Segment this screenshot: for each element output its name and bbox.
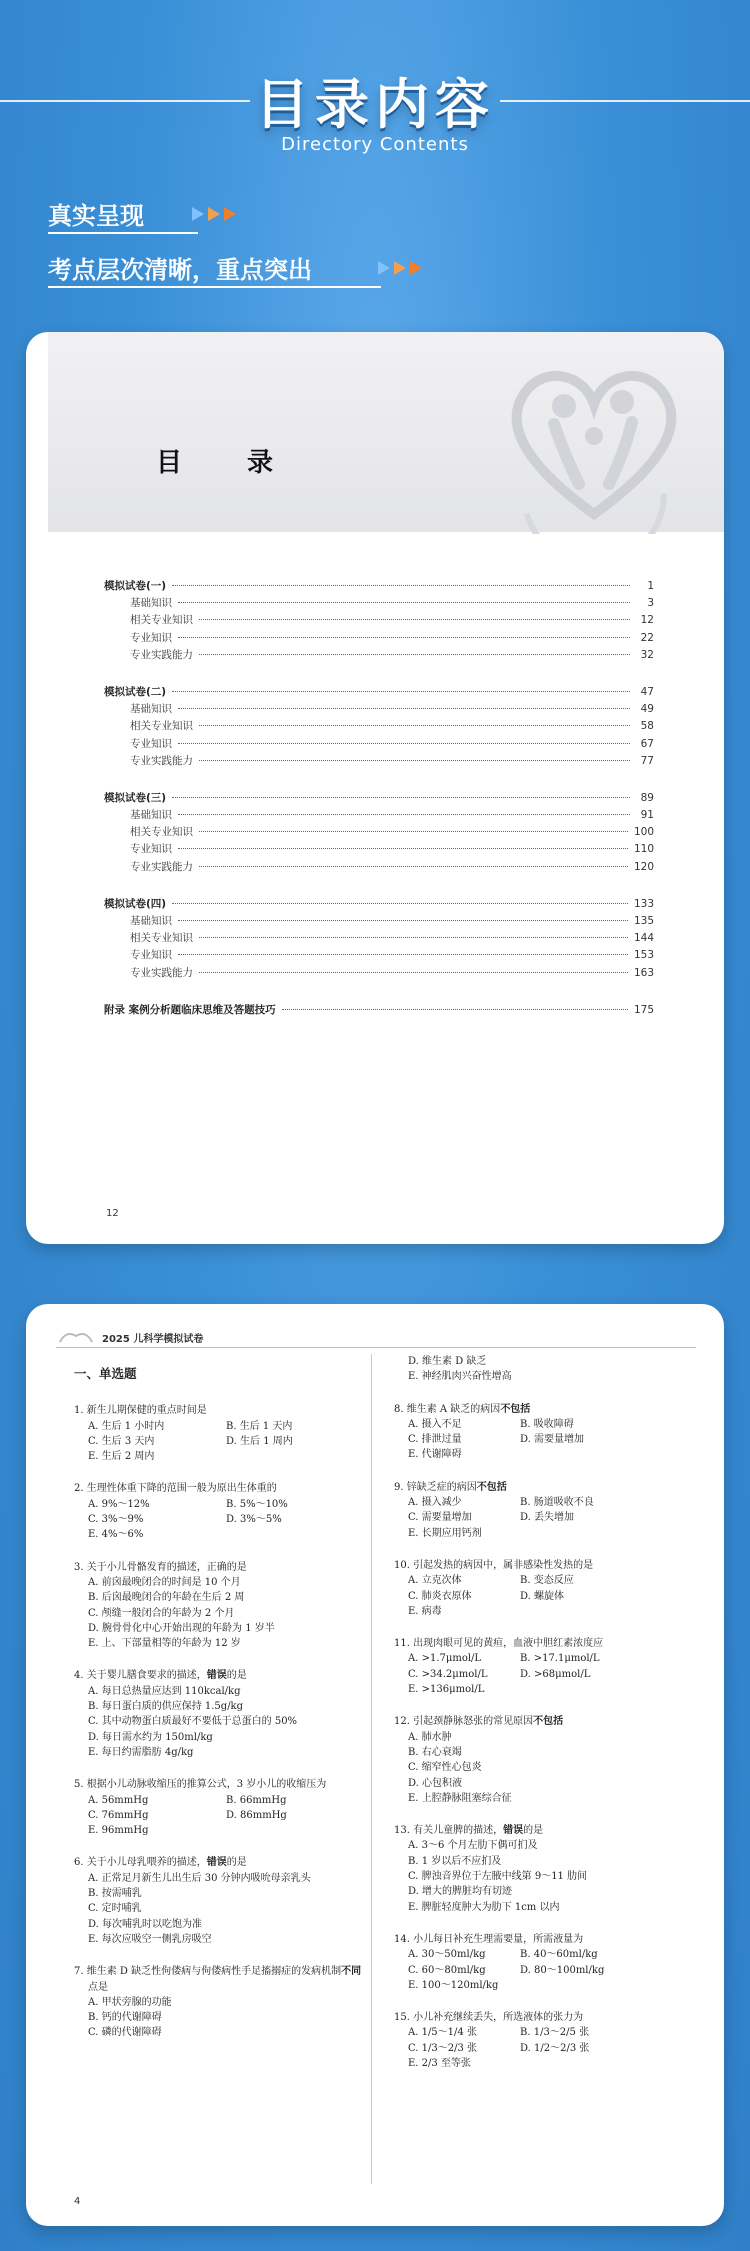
question-options xyxy=(74,1871,364,1947)
question-option: D. >68μmol/L xyxy=(520,1668,591,1680)
toc-entry-page: 175 xyxy=(633,1003,654,1016)
toc-leader-dots xyxy=(178,814,630,815)
toc-card xyxy=(26,332,724,1244)
question-emphasis: 错误 xyxy=(206,1670,227,1682)
toc-subentry xyxy=(104,630,654,647)
question-stem: 8. 维生素 A 缺乏的病因不包括 xyxy=(394,1403,531,1415)
question-option: C. 1/3～2/3 张 xyxy=(408,2042,478,2054)
question-option: C. 缩窄性心包炎 xyxy=(408,1762,482,1774)
hero-subtitle: Directory Contents xyxy=(281,134,469,155)
hero-title: 目录内容 xyxy=(255,73,495,136)
question xyxy=(74,1403,364,1464)
tagline-1: 真实呈现 xyxy=(48,202,144,230)
question-option: C. >34.2μmol/L xyxy=(408,1668,488,1680)
toc-section-entry xyxy=(104,684,654,701)
question-options xyxy=(74,1793,364,1839)
question-option: B. 40～60ml/kg xyxy=(520,1949,598,1961)
toc-subentry xyxy=(104,701,654,718)
question-option: E. 神经肌肉兴奋性增高 xyxy=(408,1371,512,1383)
question-option: D. 螺旋体 xyxy=(520,1590,565,1602)
toc-entry-page: 163 xyxy=(633,966,654,979)
toc-subentry xyxy=(104,647,654,664)
question xyxy=(74,1855,364,1947)
question xyxy=(394,1354,684,1385)
question-option: B. 5%～10% xyxy=(226,1498,288,1510)
arrow-icon xyxy=(192,207,204,221)
question-option: E. 4%～6% xyxy=(88,1529,144,1541)
arrow-icon xyxy=(224,207,236,221)
arrow-icon xyxy=(378,261,390,275)
toc-entry-page: 67 xyxy=(640,737,654,750)
question-option: B. 变态反应 xyxy=(520,1575,574,1587)
toc-banner xyxy=(48,332,724,532)
arrow-icon xyxy=(394,261,406,275)
toc-group xyxy=(104,578,654,664)
question-option: D. 腕骨骨化中心开始出现的年龄为 1 岁半 xyxy=(88,1622,275,1634)
toc-leader-dots xyxy=(199,619,630,620)
question-option: D. 每次哺乳时以吃饱为准 xyxy=(88,1918,203,1930)
question-emphasis: 错误 xyxy=(206,1857,227,1869)
arrow-icon xyxy=(410,261,422,275)
question-emphasis: 不包括 xyxy=(533,1716,564,1728)
question-option: D. 需要量增加 xyxy=(520,1434,585,1446)
question-option: D. 维生素 D 缺乏 xyxy=(408,1356,487,1367)
page-number: 12 xyxy=(106,1208,119,1219)
toc-entry-page: 153 xyxy=(633,949,654,962)
question-option: E. 每次应吸空一侧乳房吸空 xyxy=(88,1933,212,1945)
toc-leader-dots xyxy=(199,866,628,867)
question-option: D. 心包积液 xyxy=(408,1777,463,1789)
question-option: C. 排泄过量 xyxy=(408,1434,462,1446)
toc-leader-dots xyxy=(199,831,628,832)
question xyxy=(394,1558,684,1619)
question-stem: 2. 生理性体重下降的范围一般为原出生体重的 xyxy=(74,1483,277,1495)
question-option: D. 3%～5% xyxy=(226,1514,282,1526)
question-option: A. 1/5～1/4 张 xyxy=(408,2027,477,2039)
toc-entry-label: 相关专业知识 xyxy=(130,720,193,733)
toc-section-entry xyxy=(104,1002,654,1019)
arrow-icons-1 xyxy=(192,207,236,221)
question-stem: 13. 有关儿童脾的描述，错误的是 xyxy=(394,1825,544,1837)
question xyxy=(394,1402,684,1463)
toc-entry-page: 133 xyxy=(633,897,654,910)
toc-leader-dots xyxy=(172,691,630,692)
toc-subentry xyxy=(104,807,654,824)
toc-section-entry xyxy=(104,790,654,807)
toc-subentry xyxy=(104,841,654,858)
question-emphasis: 不包括 xyxy=(476,1481,507,1493)
toc-entry-page: 3 xyxy=(647,597,654,610)
tagline-1-underline xyxy=(48,232,198,234)
toc-list xyxy=(104,578,654,1019)
toc-subentry xyxy=(104,736,654,753)
question-options xyxy=(394,1417,684,1463)
question-option: B. 钙的代谢障碍 xyxy=(88,2012,162,2024)
question-option: C. 60～80ml/kg xyxy=(408,1964,486,1976)
question-option: E. 长期应用钙剂 xyxy=(408,1527,482,1539)
question-option: C. 76mmHg xyxy=(88,1809,149,1821)
toc-leader-dots xyxy=(199,937,628,938)
toc-leader-dots xyxy=(172,903,628,904)
question xyxy=(74,1964,364,2040)
toc-entry-page: 89 xyxy=(640,791,654,804)
toc-entry-label: 基础知识 xyxy=(130,703,172,716)
question-option: D. 每日需水约为 150ml/kg xyxy=(88,1731,213,1743)
toc-entry-label: 专业知识 xyxy=(130,949,172,962)
toc-leader-dots xyxy=(178,954,628,955)
question-option: D. 80～100ml/kg xyxy=(520,1964,605,1976)
question-option: E. 96mmHg xyxy=(88,1825,149,1837)
toc-entry-label: 相关专业知识 xyxy=(130,932,193,945)
toc-leader-dots xyxy=(178,708,630,709)
question xyxy=(394,2010,684,2071)
toc-entry-page: 110 xyxy=(633,843,654,856)
question xyxy=(394,1932,684,1993)
toc-subentry xyxy=(104,753,654,770)
question-option: B. 肠道吸收不良 xyxy=(520,1497,594,1509)
question-option: D. 丢失增加 xyxy=(520,1512,575,1524)
toc-entry-label: 模拟试卷(三) xyxy=(104,791,167,804)
toc-group xyxy=(104,896,654,982)
question-option: A. >1.7μmol/L xyxy=(408,1653,482,1665)
tagline-2-underline xyxy=(48,286,381,288)
toc-subentry xyxy=(104,930,654,947)
toc-entry-label: 专业知识 xyxy=(130,631,172,644)
question-option: B. 1 岁以后不应扪及 xyxy=(408,1855,502,1867)
toc-leader-dots xyxy=(178,637,630,638)
toc-entry-label: 基础知识 xyxy=(130,915,172,927)
question-option: A. 56mmHg xyxy=(88,1794,149,1806)
question-option: C. 需要量增加 xyxy=(408,1512,472,1524)
toc-subentry xyxy=(104,824,654,841)
right-column xyxy=(394,1354,684,2088)
toc-section-entry xyxy=(104,896,654,913)
question-option: C. 脾浊音界位于左腋中线第 9～11 肋间 xyxy=(408,1871,588,1883)
toc-subentry xyxy=(104,859,654,876)
question-options xyxy=(74,1497,364,1543)
toc-entry-page: 144 xyxy=(633,932,654,945)
question xyxy=(394,1636,684,1697)
question xyxy=(74,1481,364,1542)
toc-group xyxy=(104,790,654,876)
toc-subentry xyxy=(104,718,654,735)
question-option: E. 上腔静脉阻塞综合征 xyxy=(408,1792,512,1804)
toc-entry-label: 专业实践能力 xyxy=(130,754,193,767)
toc-subentry xyxy=(104,965,654,982)
toc-leader-dots xyxy=(172,585,630,586)
question-option: C. 定时哺乳 xyxy=(88,1903,142,1915)
question-stem: 1. 新生儿期保健的重点时间是 xyxy=(74,1405,207,1417)
question xyxy=(394,1714,684,1806)
toc-leader-dots xyxy=(199,725,630,726)
question-option: B. 按需哺乳 xyxy=(88,1888,142,1900)
arrow-icon xyxy=(208,207,220,221)
question-option: A. 3～6 个月左肋下偶可扪及 xyxy=(408,1840,538,1852)
toc-group xyxy=(104,684,654,770)
question-stem: 3. 关于小儿骨骼发育的描述，正确的是 xyxy=(74,1561,247,1573)
question-option: E. 病毒 xyxy=(408,1605,442,1617)
toc-entry-label: 专业实践能力 xyxy=(130,860,193,873)
question-option: E. 生后 2 周内 xyxy=(88,1451,155,1463)
question-option: B. 1/3～2/5 张 xyxy=(520,2027,590,2039)
question-stem: 12. 引起颈静脉怒张的常见原因不包括 xyxy=(394,1716,564,1728)
question-options xyxy=(394,2025,684,2071)
question-option: B. 吸收障碍 xyxy=(520,1418,574,1430)
toc-entry-page: 22 xyxy=(640,631,654,644)
toc-entry-label: 基础知识 xyxy=(130,809,172,822)
toc-leader-dots xyxy=(178,848,628,849)
question xyxy=(74,1777,364,1838)
question-option: E. 100～120ml/kg xyxy=(408,1979,499,1991)
toc-subentry xyxy=(104,947,654,964)
toc-entry-page: 135 xyxy=(633,915,654,927)
toc-entry-label: 基础知识 xyxy=(130,597,172,610)
toc-entry-page: 100 xyxy=(633,826,654,839)
question-emphasis: 不包括 xyxy=(500,1403,531,1415)
toc-leader-dots xyxy=(178,920,628,921)
toc-entry-label: 模拟试卷(一) xyxy=(104,580,167,592)
question-options xyxy=(74,1419,364,1465)
question xyxy=(394,1823,684,1915)
question-options xyxy=(74,1995,364,2041)
column-divider xyxy=(371,1354,372,2184)
question-option: B. >17.1μmol/L xyxy=(520,1653,600,1665)
question-option: A. 肺水肿 xyxy=(408,1731,452,1743)
toc-entry-label: 模拟试卷(四) xyxy=(104,897,167,910)
toc-entry-label: 专业知识 xyxy=(130,843,172,856)
exam-header-title: 2025 儿科学模拟试卷 xyxy=(102,1334,204,1345)
question-option: A. 甲状旁腺的功能 xyxy=(88,1996,172,2008)
question-option: A. 9%～12% xyxy=(88,1498,150,1510)
toc-section-entry xyxy=(104,578,654,595)
question-option: A. 摄入减少 xyxy=(408,1497,462,1509)
toc-entry-page: 1 xyxy=(647,580,654,592)
toc-leader-dots xyxy=(282,1009,628,1010)
toc-entry-label: 相关专业知识 xyxy=(130,614,193,627)
question-options xyxy=(74,1575,364,1651)
question-option: E. 上、下部量相等的年龄为 12 岁 xyxy=(88,1638,241,1650)
question-stem: 11. 出现肉眼可见的黄疸，血液中胆红素浓度应 xyxy=(394,1638,604,1650)
question-stem: 9. 锌缺乏症的病因不包括 xyxy=(394,1481,507,1493)
question-option: E. 2/3 至等张 xyxy=(408,2057,471,2069)
question-emphasis: 错误 xyxy=(503,1825,524,1837)
hero-header xyxy=(0,0,750,330)
toc-leader-dots xyxy=(199,760,630,761)
question-option: A. 立克次体 xyxy=(408,1575,462,1587)
question-option: E. >136μmol/L xyxy=(408,1684,485,1696)
toc-leader-dots xyxy=(172,797,630,798)
section-title: 一、单选题 xyxy=(74,1366,137,1381)
question-option: A. 前囟最晚闭合的时间是 10 个月 xyxy=(88,1576,241,1588)
question-option: D. 1/2～2/3 张 xyxy=(520,2042,590,2054)
toc-heading: 目 录 xyxy=(156,448,302,478)
question-stem: 7. 维生素 D 缺乏性佝偻病与佝偻病性手足搐搦症的发病机制不同点是 xyxy=(74,1966,362,1993)
question-option: C. 其中动物蛋白质最好不要低于总蛋白的 50% xyxy=(88,1716,298,1728)
toc-entry-page: 32 xyxy=(640,648,654,661)
toc-entry-page: 58 xyxy=(640,720,654,733)
toc-entry-label: 专业实践能力 xyxy=(130,966,193,979)
toc-leader-dots xyxy=(178,602,630,603)
arrow-icons-2 xyxy=(378,261,422,275)
question-option: C. 3%～9% xyxy=(88,1514,144,1526)
question-stem: 4. 关于婴儿膳食要求的描述，错误的是 xyxy=(74,1670,247,1682)
question-option: A. 每日总热量应达到 110kcal/kg xyxy=(88,1685,241,1697)
question-options xyxy=(394,1947,684,1993)
toc-leader-dots xyxy=(199,654,630,655)
question-stem: 14. 小儿每日补充生理需要量，所需液量为 xyxy=(394,1933,584,1945)
question-option: C. 肺炎衣原体 xyxy=(408,1590,472,1602)
question xyxy=(74,1668,364,1760)
question-option: B. 右心衰竭 xyxy=(408,1746,462,1758)
toc-entry-label: 专业实践能力 xyxy=(130,648,193,661)
question-option: C. 生后 3 天内 xyxy=(88,1435,155,1447)
toc-entry-page: 49 xyxy=(640,703,654,716)
question-options xyxy=(394,1354,684,1385)
toc-entry-page: 120 xyxy=(633,860,654,873)
exam-header xyxy=(56,1326,696,1348)
question-options xyxy=(394,1495,684,1541)
header-logo-icon xyxy=(56,1326,96,1346)
question-option: B. 后囟最晚闭合的年龄在生后 2 周 xyxy=(88,1592,245,1604)
question-options xyxy=(394,1573,684,1619)
question-option: B. 66mmHg xyxy=(226,1794,287,1806)
question-option: B. 生后 1 天内 xyxy=(226,1420,293,1432)
question-option: A. 30～50ml/kg xyxy=(408,1949,486,1961)
question-option: A. 生后 1 小时内 xyxy=(88,1420,165,1432)
question-option: D. 生后 1 周内 xyxy=(226,1435,293,1447)
toc-leader-dots xyxy=(199,972,628,973)
toc-entry-page: 77 xyxy=(640,754,654,767)
question xyxy=(74,1560,364,1652)
question-emphasis: 不同 xyxy=(341,1966,362,1978)
question-option: E. 每日约需脂肪 4g/kg xyxy=(88,1746,194,1758)
page-number: 4 xyxy=(74,2196,81,2207)
toc-subentry xyxy=(104,913,654,930)
question-stem: 10. 引起发热的病因中，属非感染性发热的是 xyxy=(394,1559,594,1571)
question-options xyxy=(394,1730,684,1806)
question-option: D. 86mmHg xyxy=(226,1809,287,1821)
question-option: C. 颅缝一般闭合的年龄为 2 个月 xyxy=(88,1607,235,1619)
question-option: B. 每日蛋白质的供应保持 1.5g/kg xyxy=(88,1701,244,1713)
question-option: A. 正常足月新生儿出生后 30 分钟内吸吮母亲乳头 xyxy=(88,1872,311,1884)
question-option: E. 代谢障碍 xyxy=(408,1449,462,1461)
toc-entry-page: 12 xyxy=(640,614,654,627)
family-heart-logo-icon xyxy=(484,344,704,534)
question-options xyxy=(74,1684,364,1760)
toc-entry-label: 附录 案例分析题临床思维及答题技巧 xyxy=(104,1003,276,1016)
toc-subentry xyxy=(104,595,654,612)
question-option: E. 脾脏轻度肿大为肋下 1cm 以内 xyxy=(408,1901,560,1913)
tagline-2: 考点层次清晰，重点突出 xyxy=(48,256,312,284)
question-stem: 5. 根据小儿动脉收缩压的推算公式，3 岁小儿的收缩压为 xyxy=(74,1779,327,1791)
toc-entry-label: 模拟试卷(二) xyxy=(104,685,167,698)
toc-subentry xyxy=(104,612,654,629)
toc-entry-label: 专业知识 xyxy=(130,737,172,750)
question-option: D. 增大的脾脏均有切迹 xyxy=(408,1886,513,1898)
toc-entry-page: 91 xyxy=(640,809,654,822)
exam-page-card xyxy=(26,1304,724,2226)
question-option: C. 磷的代谢障碍 xyxy=(88,2027,162,2039)
question-stem: 15. 小儿补充继续丢失，所选液体的张力为 xyxy=(394,2012,584,2024)
left-column xyxy=(74,1362,364,2058)
question xyxy=(394,1480,684,1541)
question-options xyxy=(394,1651,684,1697)
question-stem: 6. 关于小儿母乳喂养的描述，错误的是 xyxy=(74,1857,247,1869)
question-options xyxy=(394,1838,684,1914)
toc-leader-dots xyxy=(178,743,630,744)
toc-entry-label: 相关专业知识 xyxy=(130,826,193,839)
toc-entry-page: 47 xyxy=(640,685,654,698)
question-option: A. 摄入不足 xyxy=(408,1418,462,1430)
